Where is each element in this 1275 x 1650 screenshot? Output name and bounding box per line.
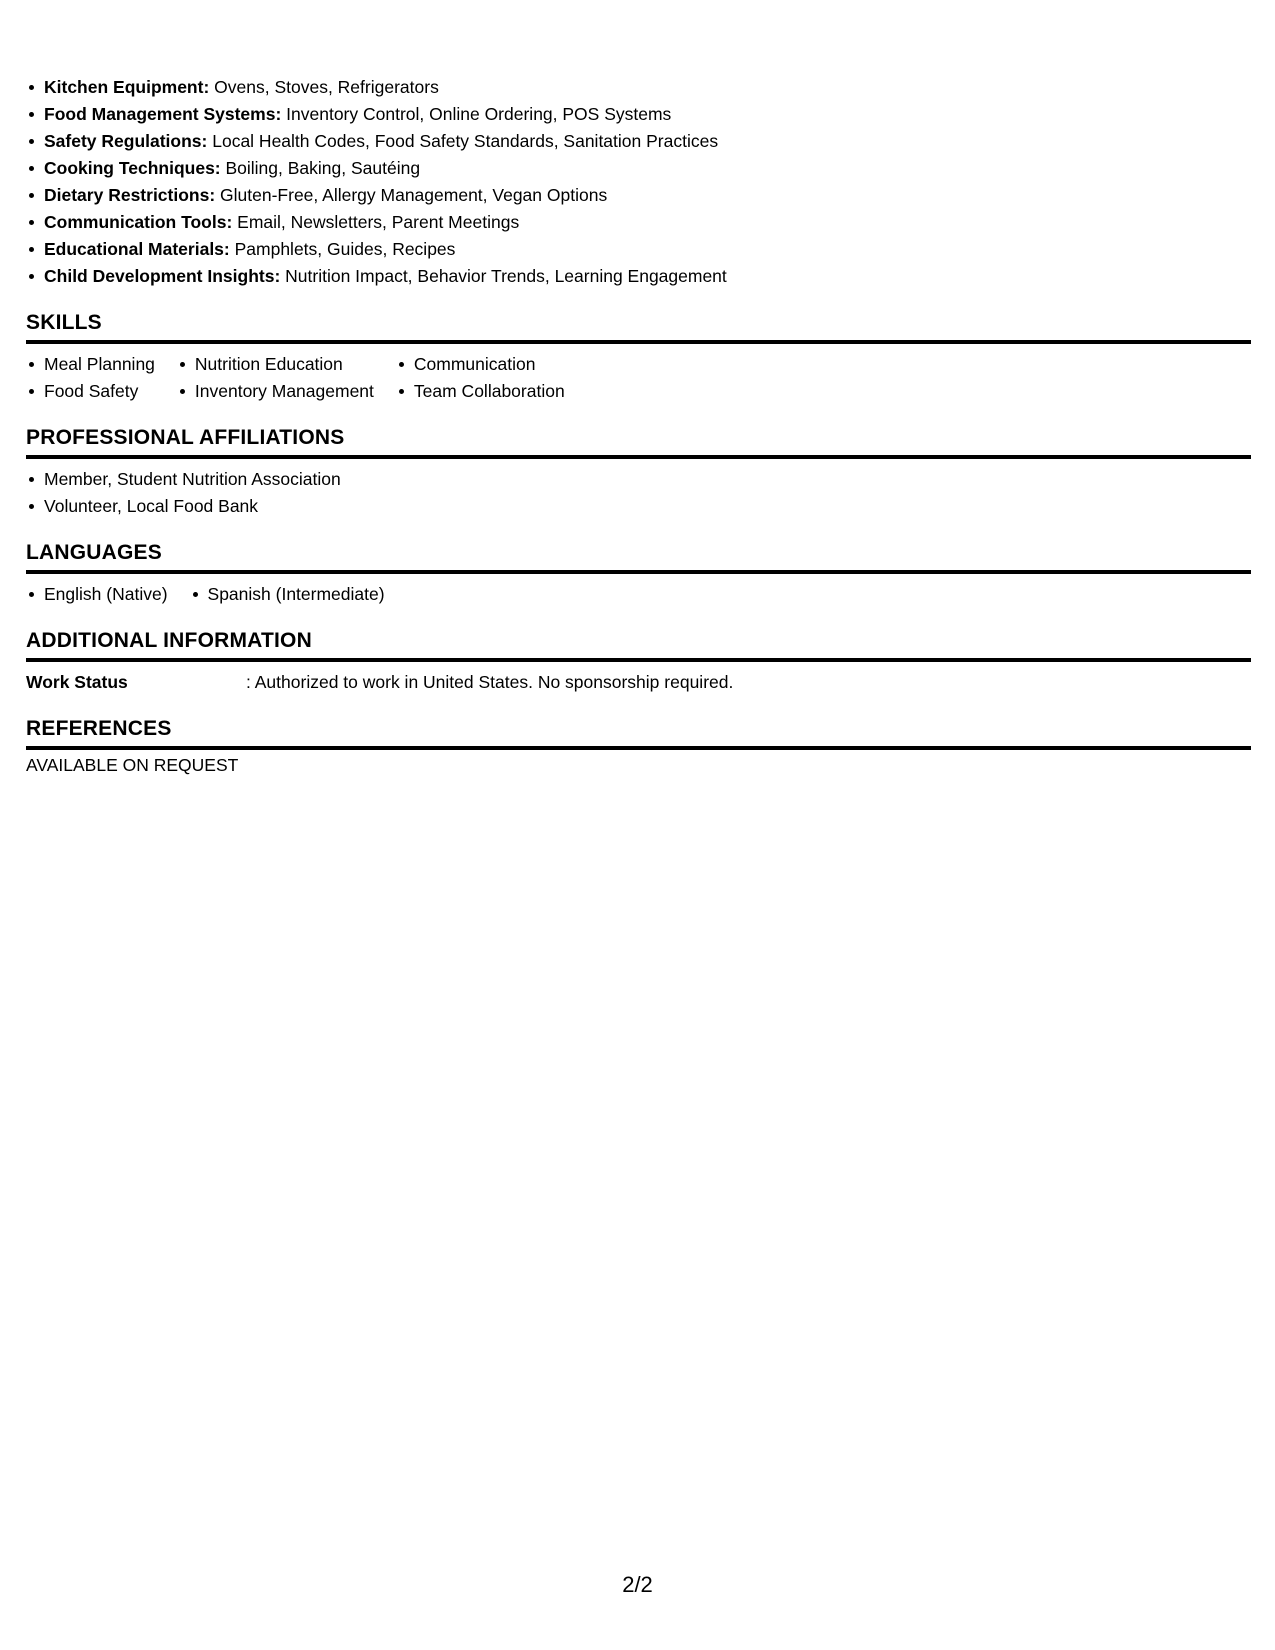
- item-value: Ovens, Stoves, Refrigerators: [209, 77, 439, 97]
- item-value: Inventory Control, Online Ordering, POS Systems: [281, 104, 672, 124]
- language-item: Spanish (Intermediate): [190, 581, 385, 608]
- references-section: [26, 716, 1251, 779]
- section-heading: SKILLS: [26, 310, 1251, 344]
- list-item: [26, 128, 1251, 155]
- skills-columns: [26, 344, 1251, 405]
- item-label: Child Development Insights:: [44, 266, 281, 286]
- skills-column: [396, 351, 565, 405]
- affiliation-item: Volunteer, Local Food Bank: [26, 493, 1251, 520]
- item-label: Food Management Systems:: [44, 104, 282, 124]
- affiliations-section: [26, 425, 1251, 520]
- item-value: Email, Newsletters, Parent Meetings: [232, 212, 520, 232]
- section-heading: REFERENCES: [26, 716, 1251, 750]
- resume-page-2: [26, 74, 1251, 779]
- work-status-label: Work Status: [26, 672, 128, 692]
- references-text: AVAILABLE ON REQUEST: [26, 755, 239, 775]
- work-status-row: [26, 669, 1251, 696]
- section-heading: LANGUAGES: [26, 540, 1251, 574]
- skill-item: Communication: [396, 351, 565, 378]
- languages-section: [26, 540, 1251, 608]
- list-item: [26, 263, 1251, 290]
- page-number: 2/2: [622, 1572, 653, 1597]
- item-value: Nutrition Impact, Behavior Trends, Learning Engagement: [280, 266, 727, 286]
- skills-column: [26, 351, 155, 405]
- skills-section: [26, 310, 1251, 405]
- skills-column: [177, 351, 374, 405]
- section-heading: PROFESSIONAL AFFILIATIONS: [26, 425, 1251, 459]
- list-item: [26, 182, 1251, 209]
- item-label: Safety Regulations:: [44, 131, 208, 151]
- additional-info-section: [26, 628, 1251, 696]
- affiliation-item: Member, Student Nutrition Association: [26, 466, 1251, 493]
- skill-item: Team Collaboration: [396, 378, 565, 405]
- affiliations-list: [26, 466, 1251, 520]
- item-label: Dietary Restrictions:: [44, 185, 216, 205]
- item-label: Cooking Techniques:: [44, 158, 221, 178]
- skill-item: Meal Planning: [26, 351, 155, 378]
- section-heading: ADDITIONAL INFORMATION: [26, 628, 1251, 662]
- list-item: [26, 155, 1251, 182]
- languages-list: [26, 581, 1251, 608]
- affiliations-body: [26, 459, 1251, 520]
- item-value: Pamphlets, Guides, Recipes: [229, 239, 456, 259]
- work-status-value: : Authorized to work in United States. No sponsorship required.: [246, 672, 734, 692]
- language-item: English (Native): [26, 581, 168, 608]
- item-value: Boiling, Baking, Sautéing: [220, 158, 421, 178]
- item-label: Kitchen Equipment:: [44, 77, 210, 97]
- item-value: Gluten-Free, Allergy Management, Vegan Options: [215, 185, 608, 205]
- list-item: [26, 101, 1251, 128]
- item-value: Local Health Codes, Food Safety Standards, Sanitation Practices: [207, 131, 719, 151]
- languages-body: [26, 574, 1251, 608]
- skill-item: Food Safety: [26, 378, 155, 405]
- additional-info-body: [26, 662, 1251, 696]
- item-label: Educational Materials:: [44, 239, 230, 259]
- skill-item: Inventory Management: [177, 378, 374, 405]
- list-item: [26, 209, 1251, 236]
- technical-skills-list: [26, 74, 1251, 290]
- skill-item: Nutrition Education: [177, 351, 374, 378]
- list-item: [26, 74, 1251, 101]
- item-label: Communication Tools:: [44, 212, 233, 232]
- list-item: [26, 236, 1251, 263]
